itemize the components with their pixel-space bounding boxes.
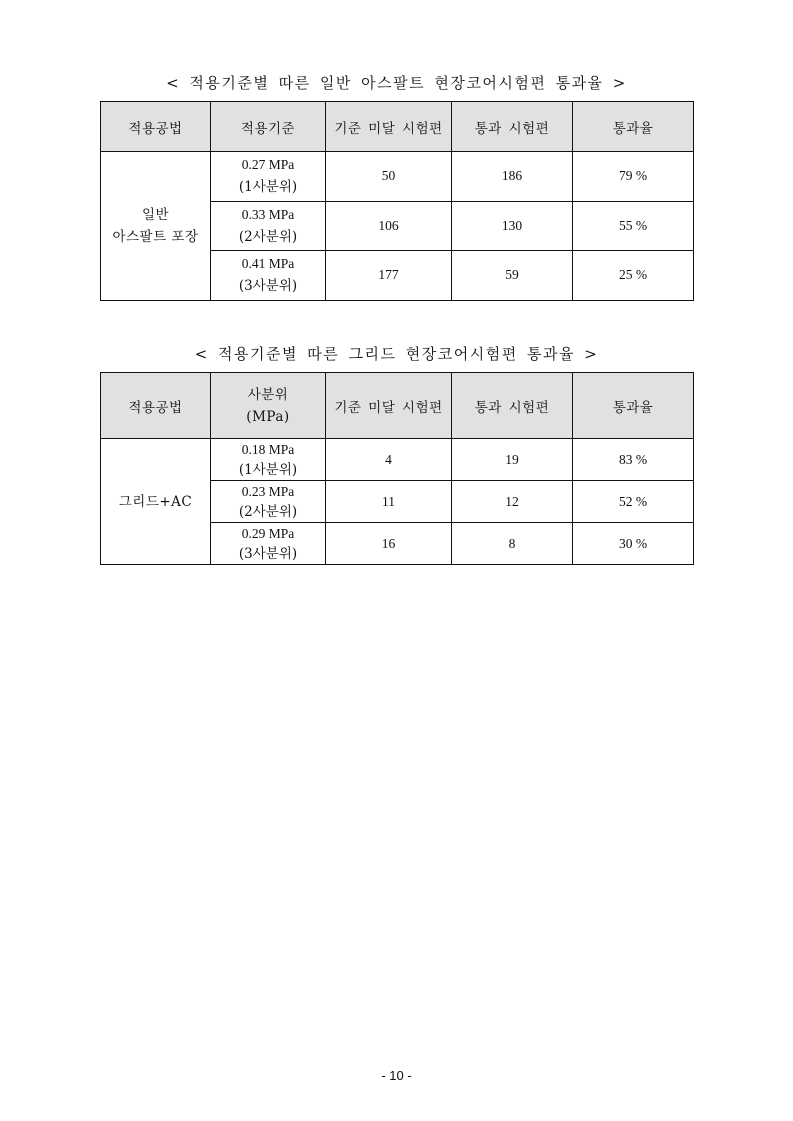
standard-cell [211,439,326,481]
quartile-label: (1사분위) [238,461,298,478]
table1-caption: < 적용기준별 따른 일반 아스팔트 현장코어시험편 통과율 > [166,74,627,92]
pass-rate-cell: 30 % [573,523,694,565]
method-line2: 아스팔트 포장 [112,228,199,245]
table-header-row [101,373,694,439]
standard-cell [211,481,326,523]
method-cell [101,152,211,301]
quartile-label: (2사분위) [238,228,298,245]
col-header-quartile-unit: (MPa) [246,408,290,425]
table-header-row [101,102,694,152]
standard-cell [211,251,326,301]
pass-rate-cell: 52 % [573,481,694,523]
standard-value: 0.23 MPa [241,483,295,499]
col-header-pass-rate: 통과율 [573,373,694,439]
fail-count-cell: 11 [326,481,452,523]
standard-cell [211,152,326,202]
fail-count-cell: 177 [326,251,452,301]
quartile-label: (3사분위) [238,278,298,295]
quartile-label: (1사분위) [238,179,298,196]
grid-pass-rate-table [100,372,694,565]
pass-count-cell: 19 [452,439,573,481]
pass-count-cell: 12 [452,481,573,523]
col-header-pass-count: 통과 시험편 [452,102,573,152]
quartile-label: (3사분위) [238,545,298,562]
col-header-pass-rate: 통과율 [573,102,694,152]
pass-count-cell: 59 [452,251,573,301]
standard-value: 0.27 MPa [241,157,295,173]
standard-cell [211,201,326,251]
standard-value: 0.33 MPa [241,206,295,222]
fail-count-cell: 50 [326,152,452,202]
fail-count-cell: 106 [326,201,452,251]
table-row [101,152,694,202]
table2-caption: < 적용기준별 따른 그리드 현장코어시험편 통과율 > [194,345,599,363]
col-header-standard: 적용기준 [211,102,326,152]
method-cell: 그리드+AC [101,439,211,565]
col-header-method: 적용공법 [101,102,211,152]
col-header-quartile [211,373,326,439]
col-header-fail-count: 기준 미달 시험편 [326,102,452,152]
pass-rate-cell: 55 % [573,201,694,251]
page-number: - 10 - [381,1068,412,1083]
quartile-label: (2사분위) [238,503,298,520]
standard-value: 0.41 MPa [241,256,295,272]
standard-cell [211,523,326,565]
table-row [101,439,694,481]
col-header-fail-count: 기준 미달 시험편 [326,373,452,439]
col-header-pass-count: 통과 시험편 [452,373,573,439]
general-asphalt-pass-rate-table [100,101,694,301]
pass-rate-cell: 79 % [573,152,694,202]
fail-count-cell: 4 [326,439,452,481]
pass-rate-cell: 83 % [573,439,694,481]
col-header-method: 적용공법 [101,373,211,439]
method-line1: 일반 [141,206,170,223]
standard-value: 0.29 MPa [241,525,295,541]
standard-value: 0.18 MPa [241,441,295,457]
pass-count-cell: 8 [452,523,573,565]
pass-count-cell: 186 [452,152,573,202]
col-header-quartile-label: 사분위 [247,386,289,403]
pass-count-cell: 130 [452,201,573,251]
fail-count-cell: 16 [326,523,452,565]
pass-rate-cell: 25 % [573,251,694,301]
